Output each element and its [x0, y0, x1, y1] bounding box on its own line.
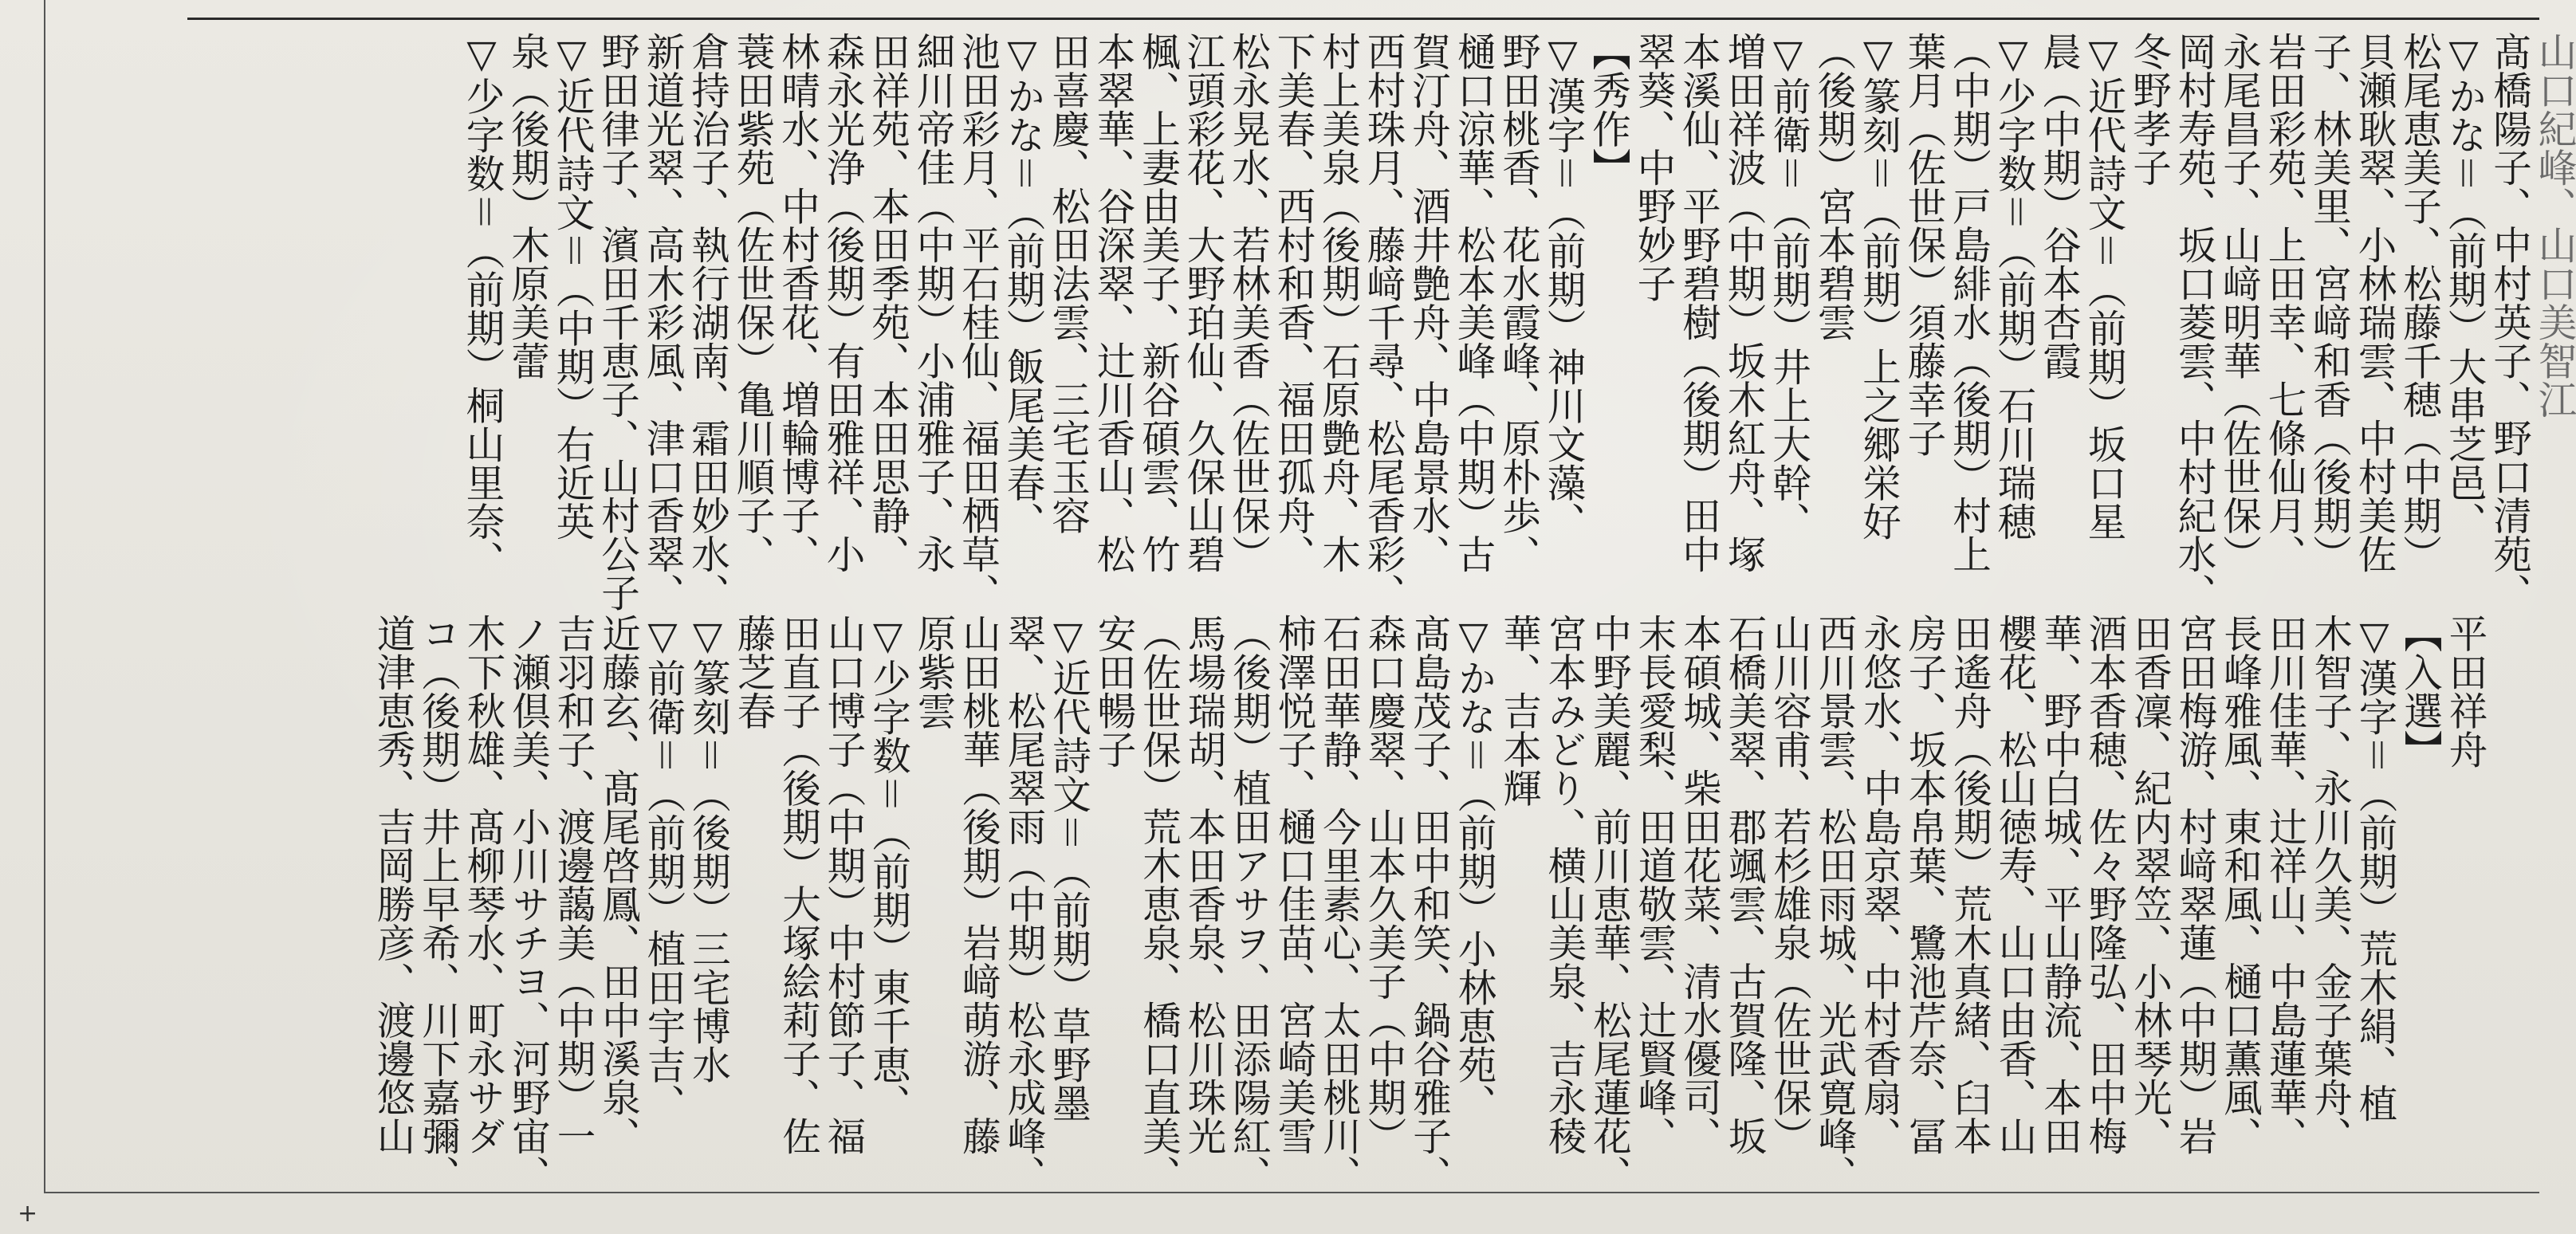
text-column: 下美春、西村和香、福田孤舟、 — [1270, 32, 1315, 573]
text-column: 柿澤悦子、樋口佳苗、宮崎美雪 — [1271, 614, 1316, 1155]
text-column: 中野美麗、前川恵華、松尾蓮花、 — [1586, 614, 1631, 1194]
text-column: 樋口涼華、松本美峰（中期）古 — [1450, 32, 1495, 573]
text-column: 森永光浄（後期）有田雅祥、小 — [820, 32, 864, 573]
text-column: 宮本みどり、横山美泉、吉永稜 — [1541, 614, 1586, 1155]
text-column: 葉月（佐世保）須藤幸子 — [1901, 32, 1945, 458]
text-column: 賀汀舟、酒井艶舟、中島景水、 — [1405, 32, 1450, 573]
text-column: 冬野孝子 — [2126, 32, 2171, 187]
text-column: （佐世保）荒木恵泉、橋口直美、 — [1135, 614, 1181, 1194]
text-column: 木智子、永川久美、金子葉舟、 — [2307, 614, 2352, 1155]
text-column: 平田祥舟 — [2442, 614, 2487, 768]
text-column: 田香凜、紀内翠笠、小林琴光、 — [2126, 614, 2172, 1155]
text-column: 野田律子、濱田千恵子、山村公子 — [594, 32, 639, 612]
text-column: コ（後期）井上早希、川下嘉彌、 — [415, 614, 460, 1194]
text-column: 永悠水、中島京翠、中村香扇、 — [1856, 614, 1902, 1155]
text-column: 野田桃香、花水霞峰、原朴歩、 — [1495, 32, 1540, 573]
text-column: 翠葵、中野妙子 — [1630, 32, 1675, 303]
text-column: 近藤玄、髙尾啓鳳、田中溪泉、 — [595, 614, 640, 1155]
text-column: 倉持治子、執行湖南、霜田妙水、 — [684, 32, 730, 612]
text-column: 新道光翠、高木彩風、津口香翠、 — [639, 32, 684, 612]
text-column: 石田華静、今里素心、太田桃川、 — [1316, 614, 1361, 1194]
text-column: 華、野中白城、平山静流、本田 — [2036, 614, 2082, 1155]
text-column: ▽かな＝（前期）小林恵苑、 — [1451, 614, 1496, 1122]
text-column: 江頭彩花、大野珀仙、久保山碧 — [1180, 32, 1225, 573]
text-column: 原紫雲 — [910, 614, 955, 730]
text-column: ▽かな＝（前期）大串芝邑、 — [2441, 32, 2486, 540]
text-column: 増田祥波（中期）坂木紅舟、塚 — [1721, 32, 1765, 573]
text-column: 岡村寿苑、坂口菱雲、中村紀水、 — [2171, 32, 2216, 612]
text-column: 櫻花、松山徳寿、山口由香、山 — [1992, 614, 2036, 1155]
text-column: 林晴水、中村香花、増輪博子、 — [774, 32, 820, 573]
text-column: 田喜慶、松田法雲、三宅玉容 — [1044, 32, 1090, 535]
text-column: 翠、松尾翠雨（中期）松永成峰、 — [1001, 614, 1045, 1194]
text-column: 酒本香穂、佐々野隆弘、田中梅 — [2082, 614, 2126, 1155]
text-column: ▽前衛＝（前期）井上大幹、 — [1765, 32, 1811, 540]
text-column: （後期）植田アサヲ、田添陽紅、 — [1225, 614, 1271, 1194]
text-column: 宮田梅游、村﨑翠蓮（中期）岩 — [2172, 614, 2216, 1155]
text-column: 西村珠月、藤﨑千尋、松尾香彩、 — [1360, 32, 1405, 612]
text-column: ▽かな＝（前期）飯尾美春、 — [1000, 32, 1044, 540]
text-column: 髙橋陽子、中村英子、野口清苑、 — [2486, 32, 2531, 612]
text-column: 田遙舟（後期）荒木真緒、臼本 — [1946, 614, 1992, 1155]
text-column: 吉羽和子、渡邊藹美（中期）一 — [550, 614, 595, 1155]
crop-mark: + — [18, 1200, 38, 1228]
text-column: 池田彩月、平石桂仙、福田栖草、 — [954, 32, 1000, 612]
text-column: 石橋美翠、郡颯雲、古賀隆、坂 — [1721, 614, 1766, 1155]
text-column: ▽少字数＝（前期）桐山里奈、 — [459, 32, 504, 580]
text-column: 岩田彩苑、上田幸、七條仙月、 — [2261, 32, 2306, 573]
text-column: ▽近代詩文＝（前期）草野墨 — [1045, 614, 1091, 1122]
text-column: 馬場瑞胡、本田香泉、松川珠光 — [1181, 614, 1225, 1155]
text-column: 本碩城、柴田花菜、清水優司、 — [1676, 614, 1721, 1155]
text-column: 藤芝春 — [730, 614, 775, 730]
text-column: 髙島茂子、田中和笑、鍋谷雅子、 — [1406, 614, 1451, 1194]
text-column: ▽前衛＝（前期）植田宇吉、 — [640, 614, 685, 1122]
text-column: ▽漢字＝（前期）神川文藻、 — [1540, 32, 1585, 540]
text-column: ▽近代詩文＝（前期）坂口星 — [2081, 32, 2126, 540]
text-column: 【入選】 — [2397, 614, 2442, 768]
text-column: 子、林美里、宮﨑和香（後期） — [2306, 32, 2351, 573]
text-column: ▽漢字＝（前期）荒木絹、植 — [2352, 614, 2397, 1122]
text-column: 西川景雲、松田雨城、光武寛峰、 — [1811, 614, 1856, 1194]
text-column: 永尾昌子、山﨑明華（佐世保） — [2216, 32, 2261, 573]
text-column: 蓑田紫苑（佐世保）亀川順子、 — [730, 32, 774, 573]
text-column: 長峰雅風、東和風、樋口薫風、 — [2216, 614, 2262, 1155]
upper-text-block — [0, 32, 2576, 612]
text-column: 華、吉本輝 — [1496, 614, 1541, 808]
text-column: 松永晃水、若林美香（佐世保） — [1225, 32, 1270, 573]
text-column: 泉（後期）木原美蕾 — [504, 32, 549, 380]
text-column: ▽篆刻＝（後期）三宅博水 — [685, 614, 730, 1084]
text-column: ▽篆刻＝（前期）上之郷栄好 — [1855, 32, 1901, 540]
text-column: 山口紀峰、山口美智江 — [2531, 32, 2576, 419]
text-column: 田川佳華、辻祥山、中島蓮華、 — [2262, 614, 2307, 1155]
text-column: 本翠華、谷深翠、辻川香山、松 — [1090, 32, 1135, 573]
text-column: 田直子（後期）大塚絵莉子、佐 — [775, 614, 820, 1155]
text-column: 森口慶翠、山本久美子（中期） — [1361, 614, 1406, 1155]
text-column: ▽少字数＝（前期）石川瑞穂 — [1991, 32, 2035, 540]
text-column: 【秀作】 — [1585, 32, 1630, 187]
text-column: 安田暢子 — [1091, 614, 1135, 768]
lower-text-block — [0, 614, 2576, 1194]
text-column: 山川容甫、若杉雄泉（佐世保） — [1766, 614, 1811, 1155]
text-column: 晨（中期）谷本杏霞 — [2035, 32, 2081, 380]
text-column: （中期）戸島緋水（後期）村上 — [1945, 32, 1991, 573]
text-column: ▽少字数＝（前期）東千恵、 — [865, 614, 910, 1122]
text-column: 村上美泉（後期）石原艶舟、木 — [1315, 32, 1360, 573]
top-rule — [187, 18, 2539, 20]
text-column: 山田桃華（後期）岩﨑萌游、藤 — [955, 614, 1001, 1155]
text-column: 末長愛梨、田道敬雲、辻賢峰、 — [1631, 614, 1676, 1155]
text-column: 楓、上妻由美子、新谷碩雲、竹 — [1135, 32, 1180, 573]
text-column: 山口博子（中期）中村節子、福 — [820, 614, 865, 1155]
text-column: 貝瀬耿翠、小林瑞雲、中村美佐 — [2351, 32, 2396, 573]
text-column: 松尾恵美子、松藤千穂（中期） — [2396, 32, 2441, 573]
text-column: 道津恵秀、吉岡勝彦、渡邊悠山 — [370, 614, 415, 1155]
text-column: ノ瀬倶美、小川サチヨ、河野宙、 — [505, 614, 550, 1194]
text-column: 田祥苑、本田季苑、本田思静、 — [864, 32, 910, 573]
text-column: 房子、坂本帛葉、鷺池芹奈、冨 — [1902, 614, 1946, 1155]
text-column: 木下秋雄、髙柳琴水、町永サダ — [460, 614, 505, 1155]
text-column: （後期）宮本碧雲 — [1811, 32, 1855, 341]
text-column: ▽近代詩文＝（中期）右近英 — [549, 32, 594, 540]
text-column: 細川帝佳（中期）小浦雅子、永 — [910, 32, 954, 573]
text-column: 本溪仙、平野碧樹（後期）田中 — [1675, 32, 1721, 573]
